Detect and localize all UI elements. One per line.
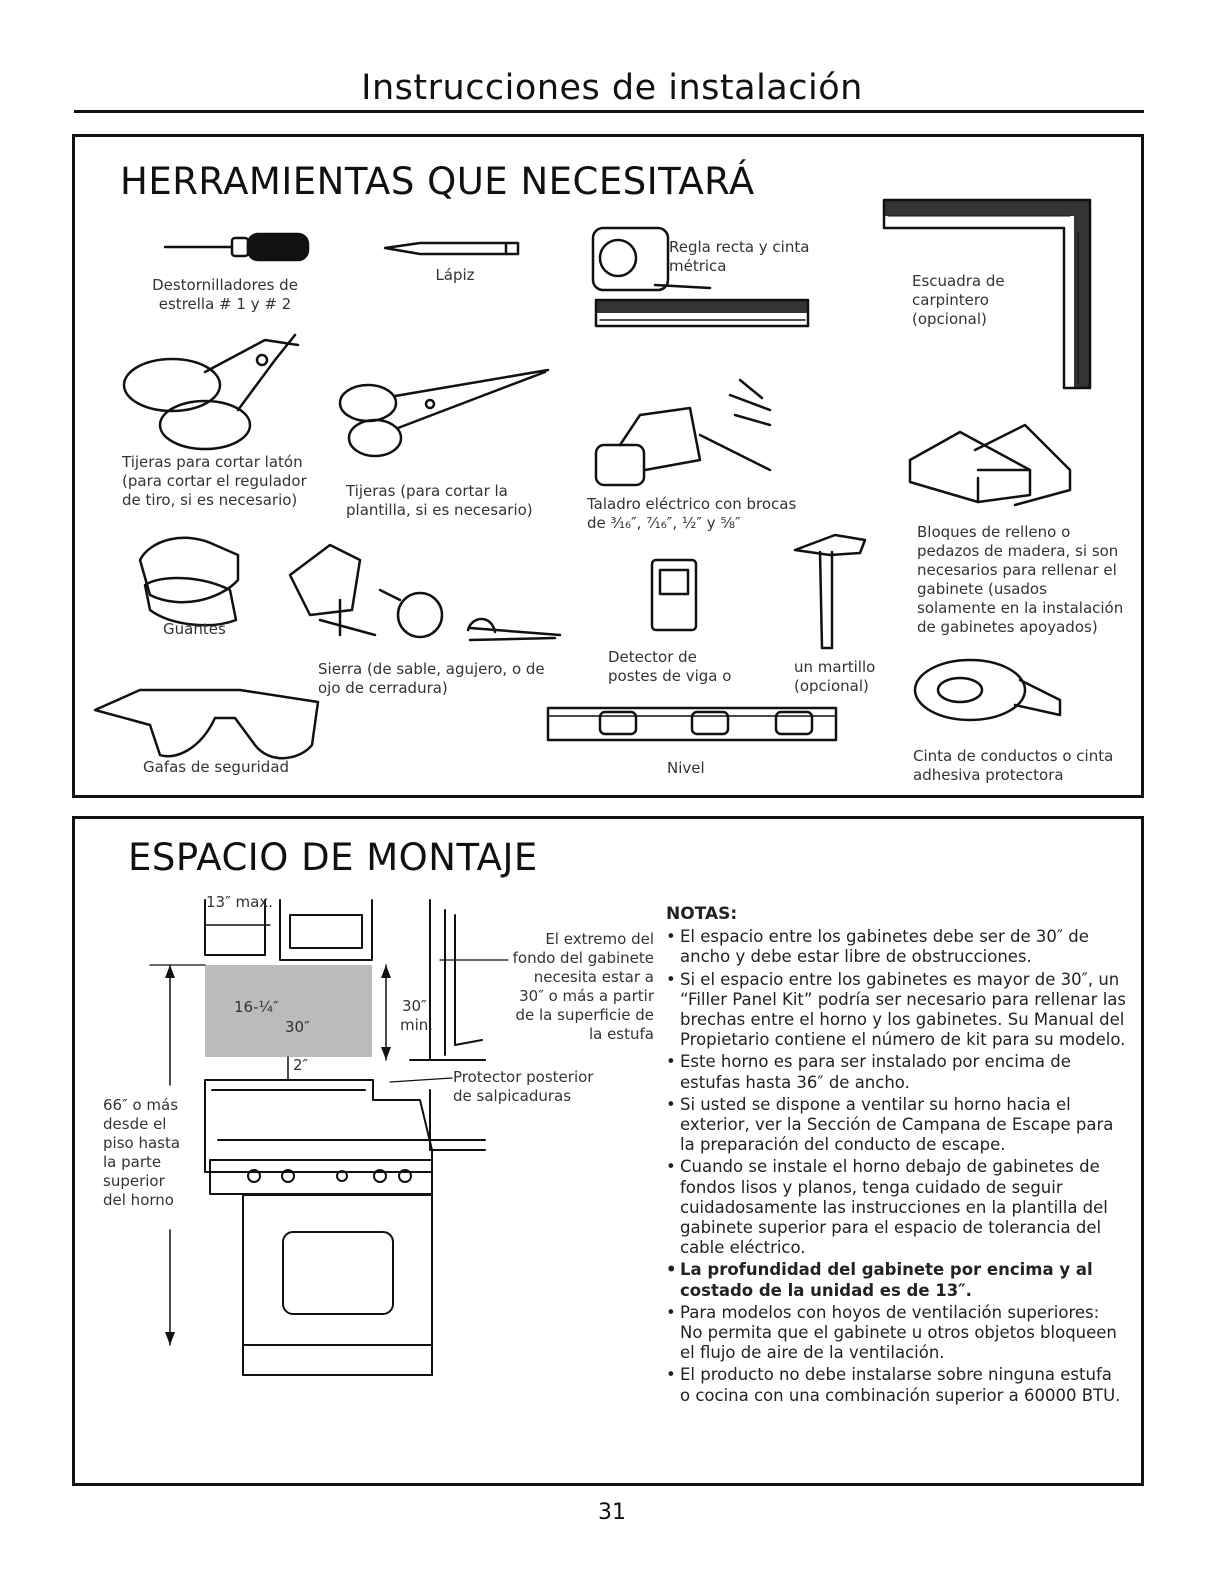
- note-item: • Si el espacio entre los gabinetes es mayor de 30″, un “Filler Panel Kit” podría ser necesario para rellenar las brechas entre el horno y los gabinetes. Su Manual del Propietario contiene el número de kit para su modelo.: [666, 970, 1126, 1051]
- caption-level: Nivel: [667, 759, 705, 777]
- callout-cabinet-depth: El extremo del fondo del gabinete necesita estar a 30″ o más a partir de la superficie de la estufa: [512, 930, 654, 1043]
- note-item: • Este horno es para ser instalado por encima de estufas hasta 36″ de ancho.: [666, 1052, 1126, 1092]
- caption-blocks: Bloques de relleno o pedazos de madera, si son necesarios para rellenar el gabinete (usados solamente en la instalación de gabinetes apoyados): [917, 523, 1124, 636]
- dim-2: 2″: [293, 1056, 309, 1074]
- caption-hammer: un martillo (opcional): [794, 658, 876, 695]
- dim-30-height: 30″: [402, 997, 427, 1015]
- caption-drill: Taladro eléctrico con brocas de ³⁄₁₆″, ⁷⁄₁₆″, ½″ y ⅝″: [587, 495, 797, 532]
- caption-goggles: Gafas de seguridad: [143, 758, 290, 776]
- note-item: • Cuando se instale el horno debajo de gabinetes de fondos lisos y planos, tenga cuidado de seguir cuidadosamente las instrucciones en la plantilla del gabinete superior para el espacio de tolerancia del cable eléctrico.: [666, 1157, 1126, 1258]
- note-item-bold: • La profundidad del gabinete por encima y al costado de la unidad es de 13″.: [666, 1260, 1126, 1300]
- tools-heading: HERRAMIENTAS QUE NECESITARÁ: [120, 160, 755, 203]
- note-item: • El producto no debe instalarse sobre ninguna estufa o cocina con una combinación superior a 60000 BTU.: [666, 1365, 1126, 1405]
- caption-stud-finder: Detector de postes de viga o: [608, 648, 732, 685]
- caption-gloves: Guantes: [163, 620, 226, 638]
- page-number: 31: [598, 1500, 626, 1525]
- caption-pencil: Lápiz: [435, 266, 475, 284]
- mounting-heading: ESPACIO DE MONTAJE: [128, 836, 538, 879]
- caption-screwdrivers: Destornilladores de estrella # 1 y # 2: [152, 276, 298, 313]
- caption-tin-snips: Tijeras para cortar latón (para cortar el regulador de tiro, si es necesario): [122, 453, 307, 509]
- caption-saw: Sierra (de sable, agujero, o de ojo de cerradura): [318, 660, 545, 697]
- dim-30-width: 30″: [285, 1018, 310, 1036]
- caption-tape-measure: Regla recta y cinta métrica: [669, 238, 810, 275]
- page-title: Instrucciones de instalación: [361, 68, 863, 108]
- caption-square: Escuadra de carpintero (opcional): [912, 272, 1005, 328]
- notes-title: NOTAS:: [666, 904, 738, 924]
- note-item: • Para modelos con hoyos de ventilación superiores: No permita que el gabinete u otros objetos bloqueen el flujo de aire de la ventilación.: [666, 1303, 1126, 1364]
- dim-66-or-more: 66″ o más desde el piso hasta la parte superior del horno: [103, 1096, 181, 1209]
- callout-backsplash: Protector posterior de salpicaduras: [453, 1068, 594, 1105]
- notes: [666, 904, 1126, 1408]
- caption-duct-tape: Cinta de conductos o cinta adhesiva protectora: [913, 747, 1114, 784]
- note-item: • El espacio entre los gabinetes debe ser de 30″ de ancho y debe estar libre de obstrucciones.: [666, 927, 1126, 967]
- notes-list: [666, 927, 1126, 1406]
- dim-13-max: 13″ max.: [206, 893, 273, 911]
- dim-16-quarter: 16-¼″: [234, 998, 279, 1016]
- note-item: • Si usted se dispone a ventilar su horno hacia el exterior, ver la Sección de Campana de Escape para la preparación del conducto de escape.: [666, 1095, 1126, 1156]
- dim-min: min.: [400, 1016, 434, 1034]
- caption-scissors: Tijeras (para cortar la plantilla, si es necesario): [346, 482, 533, 519]
